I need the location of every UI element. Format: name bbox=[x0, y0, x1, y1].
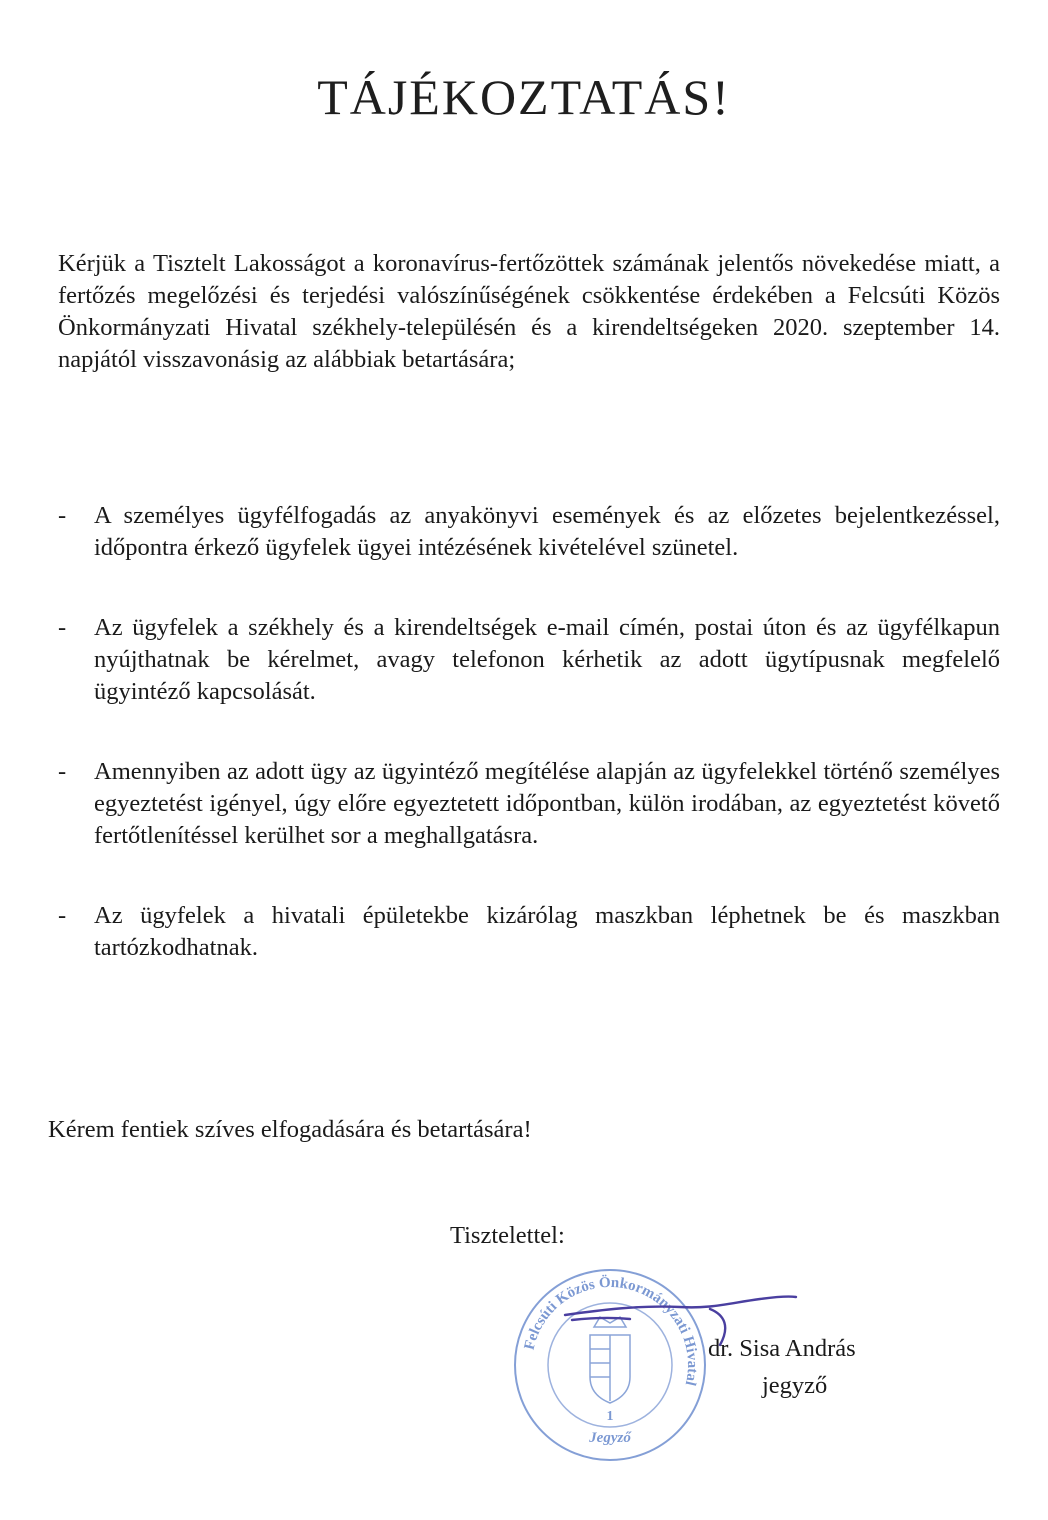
svg-text:Felcsúti Közös Önkormányzati H: Felcsúti Közös Önkormányzati Hivatal bbox=[521, 1274, 701, 1388]
regards-text: Tisztelettel: bbox=[450, 1222, 565, 1249]
bullet-list bbox=[58, 500, 1000, 1012]
bullet-text: A személyes ügyfélfogadás az anyakönyvi események és az előzetes bejelentkezéssel, időpontra érkező ügyfelek ügyei intézésének kivételével szünetel. bbox=[94, 502, 1000, 561]
bullet-item bbox=[58, 612, 1000, 708]
signer-name: dr. Sisa András bbox=[708, 1335, 856, 1362]
svg-text:1: 1 bbox=[606, 1409, 614, 1424]
bullet-dash: - bbox=[58, 902, 67, 929]
bullet-text: Az ügyfelek a hivatali épületekbe kizárólag maszkban léphetnek be és maszkban tartózkodhatnak. bbox=[94, 902, 1000, 961]
intro-paragraph: Kérjük a Tisztelt Lakosságot a koronavírus-fertőzöttek számának jelentős növekedése miatt, a fertőzés megelőzési és terjedési valószínűségének csökkentése érdekében a Felcsúti Közös Önkormányzati Hivatal székhely-településén és a kirendeltségeken 2020. szeptember 14. napjától visszavonásig az alábbiak betartására; bbox=[58, 250, 1000, 373]
page-title: TÁJÉKOZTATÁS! bbox=[317, 69, 731, 125]
bullet-text: Amennyiben az adott ügy az ügyintéző megítélése alapján az ügyfelekkel történő személyes egyeztetést igényel, úgy előre egyeztetett időpontban, külön irodában, az egyeztetést követő fertőtlenítéssel kerülhet sor a meghallgatásra. bbox=[94, 758, 1000, 849]
svg-text:Jegyző: Jegyző bbox=[589, 1430, 631, 1446]
bullet-dash: - bbox=[58, 502, 67, 529]
bullet-text: Az ügyfelek a székhely és a kirendeltségek e-mail címén, postai úton és az ügyfélkapun nyújthatnak be kérelmet, avagy telefonon kérhetik az adott ügytípusnak megfelelő ügyintéző kapcsolását. bbox=[94, 614, 1000, 705]
bullet-item bbox=[58, 500, 1000, 564]
bullet-item bbox=[58, 900, 1000, 964]
bullet-dash: - bbox=[58, 758, 67, 785]
bullet-item bbox=[58, 756, 1000, 852]
bullet-dash: - bbox=[58, 614, 67, 641]
closing-sentence: Kérem fentiek szíves elfogadására és betartására! bbox=[48, 1116, 532, 1143]
signer-title: jegyző bbox=[762, 1372, 828, 1399]
